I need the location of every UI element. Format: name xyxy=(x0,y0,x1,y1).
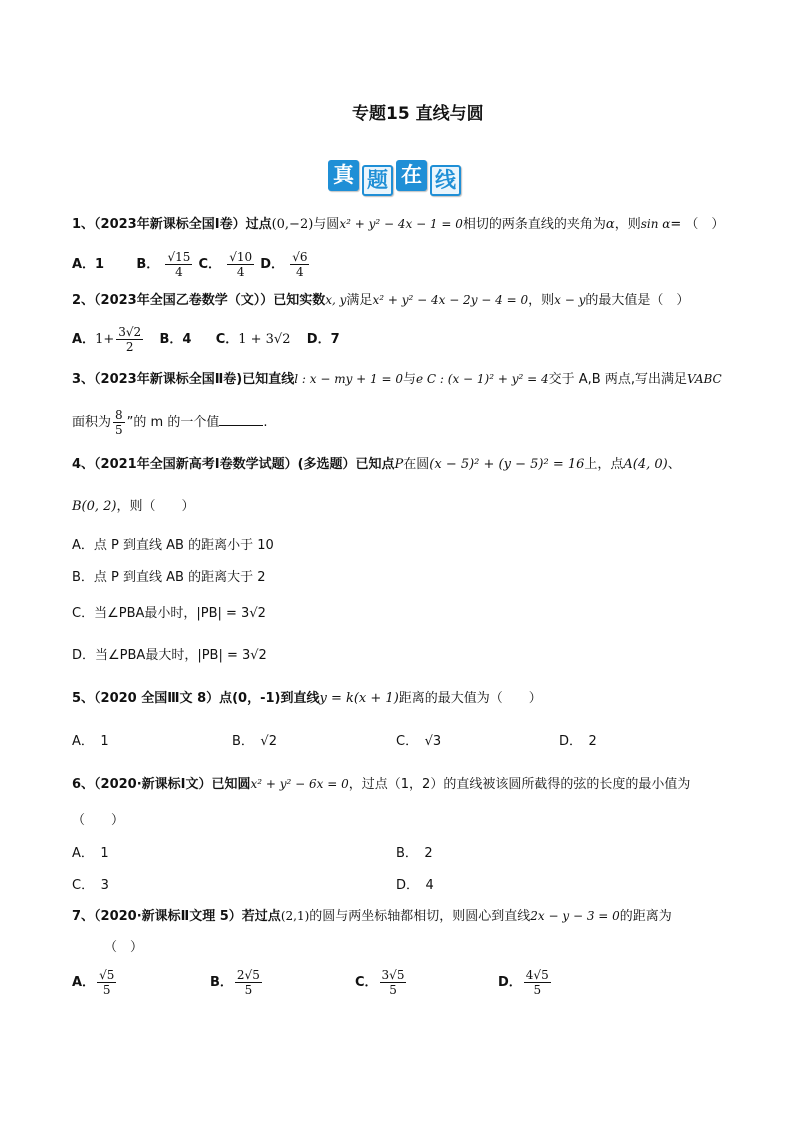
badge-char-2: 题 xyxy=(362,165,393,196)
option-d: D． 2 xyxy=(559,734,597,749)
question-2-stem: 2、（2023年全国乙卷数学（文））已知实数x, y满足x² + y² − 4x − 2y − 4 = 0，则x − y的最大值是（ ） xyxy=(72,293,690,308)
badge-char-3: 在 xyxy=(396,160,427,191)
option-d: D． xyxy=(260,257,285,272)
fraction: $\frac{8}{5}$ xyxy=(115,408,123,437)
question-4-stem-cont: B(0, 2)，则（ ） xyxy=(72,499,195,514)
option-c: C． $\frac{3√5}{5}$ xyxy=(355,968,405,997)
option-c: C． xyxy=(198,257,222,272)
option-d: D．当∠PBA最大时，|PB| = 3√2 xyxy=(72,648,267,663)
question-5-stem: 5、（2020 全国Ⅲ文 8）点(0，-1)到直线y = k(x + 1)距离的最大值为（ ） xyxy=(72,691,542,706)
option-b: B． xyxy=(136,257,160,272)
question-2-options: A．1+ $\frac{3√2}{2}$ B．4 C．1 + 3√2 D．7 xyxy=(72,325,340,354)
question-7-ask: （ ） xyxy=(104,940,144,955)
option-a: A． xyxy=(72,332,96,347)
option-d: D． $\frac{4√5}{5}$ xyxy=(498,968,549,997)
option-b: B． √2 xyxy=(232,734,277,749)
fraction: $\frac{2√5}{5}$ xyxy=(236,968,260,997)
option-b: B． 2 xyxy=(396,846,433,861)
option-c: C． √3 xyxy=(396,734,442,749)
fraction: $\frac{√15}{4}$ xyxy=(167,250,191,279)
fraction: $\frac{4√5}{5}$ xyxy=(525,968,549,997)
badge-char-4: 线 xyxy=(430,165,461,196)
option-b: B．4 xyxy=(159,332,192,347)
section-badge xyxy=(328,158,468,198)
option-a: A．点 P 到直线 AB 的距离小于 10 xyxy=(72,538,274,553)
option-a: A． 1 xyxy=(72,846,109,861)
question-1-options xyxy=(72,250,311,279)
fraction: $\frac{√10}{4}$ xyxy=(229,250,253,279)
badge-char-1: 真 xyxy=(328,160,359,191)
option-c: C．当∠PBA最小时，|PB| = 3√2 xyxy=(72,606,266,621)
option-a: A． $\frac{√5}{5}$ xyxy=(72,968,115,997)
question-4-stem: 4、（2021年全国新高考Ⅰ卷数学试题）(多选题）已知点P在圆(x − 5)² + (y − 5)² = 16上，点A(4, 0)、 xyxy=(72,457,681,472)
option-c: C． 3 xyxy=(72,878,109,893)
page-title: 专题15 直线与圆 xyxy=(352,104,484,124)
question-3-stem: 3、（2023年新课标全国Ⅱ卷)已知直线l : x − my + 1 = 0与e C : (x − 1)² + y² = 4交于 A,B 两点,写出满足VABC xyxy=(72,372,722,387)
question-1-stem: 1、（2023年新课标全国Ⅰ卷）过点(0,−2)与圆x² + y² − 4x − 1 = 0相切的两条直线的夹角为α，则sin α= （ ） xyxy=(72,217,725,232)
option-c: C． xyxy=(215,332,239,347)
option-b: B． $\frac{2√5}{5}$ xyxy=(210,968,260,997)
question-7-stem: 7、（2020·新课标Ⅱ文理 5）若过点(2,1)的圆与两坐标轴都相切，则圆心到直线2x − y − 3 = 0的距离为 xyxy=(72,909,672,924)
question-6-ask: （ ） xyxy=(72,813,125,828)
fraction: $\frac{√6}{4}$ xyxy=(292,250,308,279)
question-3-line-2: 面积为 $\frac{8}{5}$ ”的 m 的一个值 . xyxy=(72,408,268,437)
fraction: $\frac{√5}{5}$ xyxy=(99,968,115,997)
option-d: D．7 xyxy=(306,332,340,347)
option-a: A． 1 xyxy=(72,734,109,749)
fraction: $\frac{3√5}{5}$ xyxy=(381,968,405,997)
option-d: D． 4 xyxy=(396,878,434,893)
fraction: $\frac{3√2}{2}$ xyxy=(118,325,142,354)
option-a: A．1 xyxy=(72,257,105,272)
answer-blank[interactable] xyxy=(219,413,263,426)
option-b: B．点 P 到直线 AB 的距离大于 2 xyxy=(72,570,266,585)
question-6-stem: 6、（2020·新课标Ⅰ文）已知圆x² + y² − 6x = 0，过点（1，2）的直线被该圆所截得的弦的长度的最小值为 xyxy=(72,777,691,792)
